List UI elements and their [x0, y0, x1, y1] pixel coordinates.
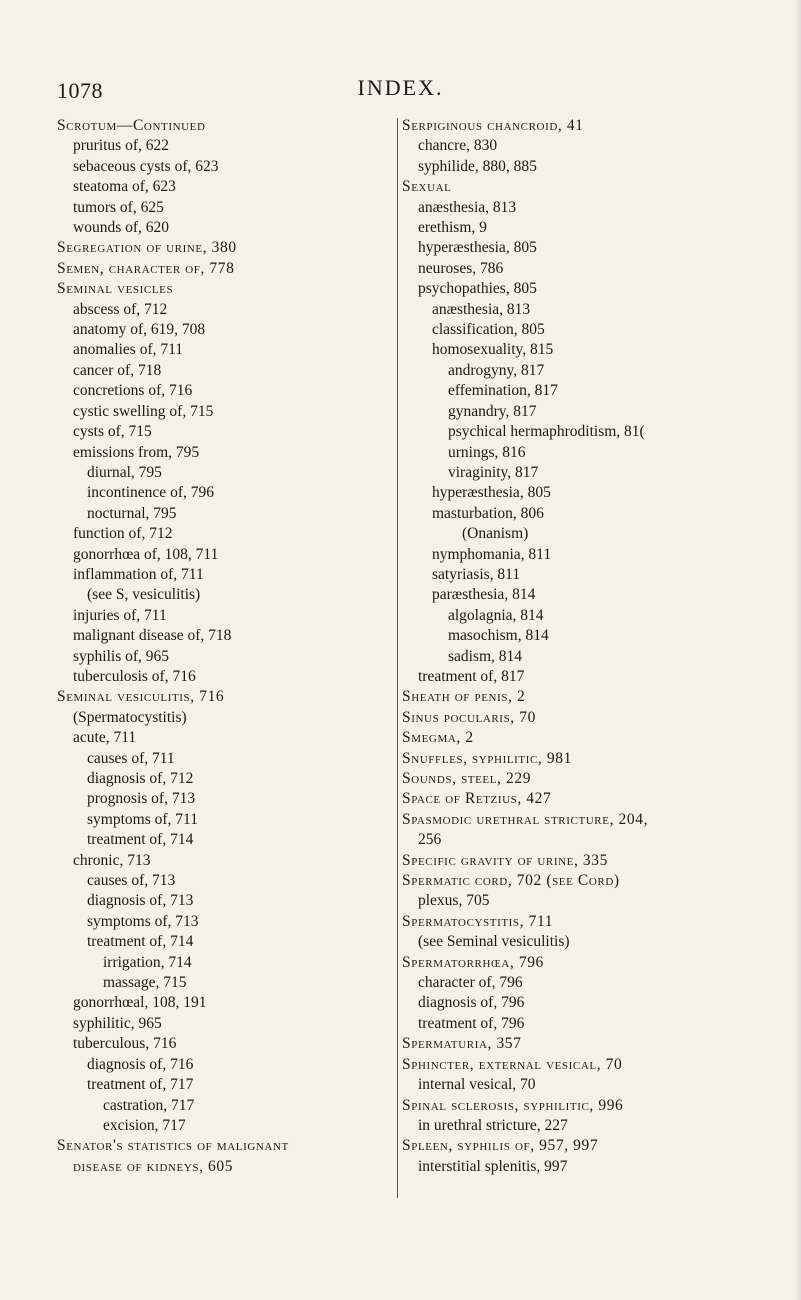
index-entry: symptoms of, 711 [87, 810, 198, 828]
index-entry: hyperæsthesia, 805 [418, 239, 537, 257]
index-entry: Spermatic cord, 702 (see Cord) [402, 872, 620, 890]
index-entry: interstitial splenitis, 997 [418, 1157, 568, 1175]
index-entry: Sphincter, external vesical, 70 [402, 1055, 623, 1073]
index-entry: cysts of, 715 [73, 423, 152, 441]
index-entry: anæsthesia, 813 [432, 300, 531, 318]
index-entry: disease of kidneys, 605 [73, 1157, 234, 1175]
index-entry: prognosis of, 713 [87, 790, 196, 808]
index-entry: irrigation, 714 [103, 953, 192, 971]
index-entry: incontinence of, 796 [87, 484, 214, 502]
index-entry: diagnosis of, 712 [87, 770, 194, 787]
index-entry: emissions from, 795 [73, 443, 200, 461]
index-entry: treatment of, 714 [87, 933, 194, 951]
index-entry: sebaceous cysts of, 623 [73, 157, 219, 175]
index-entry: (Onanism) [462, 525, 529, 543]
index-entry: tuberculous, 716 [73, 1035, 177, 1053]
index-entry: anomalies of, 711 [73, 341, 184, 359]
index-entry: abscess of, 712 [73, 300, 168, 318]
index-entry: Spasmodic urethral stricture, 204, [402, 810, 649, 828]
index-entry: Spermatocystitis, 711 [402, 912, 554, 930]
index-entry: Specific gravity of urine, 335 [402, 851, 608, 869]
index-entry: (see S, vesiculitis) [87, 586, 201, 604]
index-entry: Smegma, 2 [402, 729, 474, 747]
index-entry: gynandry, 817 [448, 402, 537, 420]
index-entry: nocturnal, 795 [87, 504, 177, 522]
index-entry: Sounds, steel, 229 [402, 770, 532, 787]
index-entry: treatment of, 717 [87, 1076, 194, 1094]
index-entry: wounds of, 620 [73, 219, 170, 237]
index-entry: tuberculosis of, 716 [73, 667, 196, 685]
index-entry: Sexual [402, 178, 452, 196]
index-entry: (Spermatocystitis) [73, 708, 187, 726]
index-entry: satyriasis, 811 [432, 565, 521, 583]
index-entry: 256 [418, 831, 442, 849]
index-entry: Spermatorrhœa, 796 [402, 953, 544, 971]
index-entry: massage, 715 [103, 974, 187, 992]
index-entry: treatment of, 796 [418, 1014, 525, 1032]
index-entry: cystic swelling of, 715 [73, 402, 214, 420]
index-entry: Spinal sclerosis, syphilitic, 996 [402, 1096, 624, 1114]
index-entry: anæsthesia, 813 [418, 198, 517, 216]
index-entry: plexus, 705 [418, 892, 490, 910]
index-entry: Serpiginous chancroid, 41 [402, 117, 584, 134]
index-entry: in urethral stricture, 227 [418, 1116, 568, 1134]
index-entry: syphilitic, 965 [73, 1014, 162, 1032]
index-entry: injuries of, 711 [73, 606, 167, 624]
index-entry: pruritus of, 622 [73, 137, 170, 155]
index-entry: gonorrhœa of, 108, 711 [73, 545, 219, 563]
index-entry: psychical hermaphroditism, 81( [448, 423, 645, 441]
index-column-left [57, 116, 397, 1177]
index-column-right [402, 116, 801, 1177]
index-entry: diagnosis of, 716 [87, 1055, 194, 1073]
page-edge-shadow [795, 0, 801, 1300]
index-entry: masochism, 814 [448, 627, 549, 645]
index-entry: chronic, 713 [73, 851, 151, 869]
index-entry: effemination, 817 [448, 382, 558, 400]
index-entry: urnings, 816 [448, 443, 526, 461]
index-entry: castration, 717 [103, 1096, 195, 1114]
index-entry: character of, 796 [418, 974, 523, 992]
index-entry: diurnal, 795 [87, 463, 162, 481]
index-entry: treatment of, 714 [87, 831, 194, 849]
index-entry: excision, 717 [103, 1116, 186, 1134]
index-entry: inflammation of, 711 [73, 565, 204, 583]
index-entry: syphilis of, 965 [73, 647, 170, 665]
index-entry: chancre, 830 [418, 137, 498, 155]
index-entry: cancer of, 718 [73, 361, 162, 379]
index-entry: Senator's statistics of malignant [57, 1137, 289, 1155]
index-entry: Seminal vesiculitis, 716 [57, 688, 225, 706]
index-entry: Semen, character of, 778 [57, 259, 235, 277]
index-entry: (see Seminal vesiculitis) [418, 933, 570, 951]
index-entry: sadism, 814 [448, 647, 523, 665]
index-entry: homosexuality, 815 [432, 341, 554, 359]
index-entry: masturbation, 806 [432, 504, 544, 522]
index-entry: Sinus pocularis, 70 [402, 708, 536, 726]
index-entry: concretions of, 716 [73, 382, 193, 400]
index-entry: internal vesical, 70 [418, 1076, 536, 1094]
index-entry: nymphomania, 811 [432, 545, 552, 563]
index-entry: tumors of, 625 [73, 198, 164, 216]
page-number: 1078 [57, 78, 103, 103]
index-entry: paræsthesia, 814 [432, 586, 536, 604]
index-entry: Spermaturia, 357 [402, 1035, 522, 1053]
running-head: INDEX. [357, 75, 444, 100]
index-entry: symptoms of, 713 [87, 912, 199, 930]
index-entry: hyperæsthesia, 805 [432, 484, 551, 502]
index-entry: psychopathies, 805 [418, 280, 537, 298]
index-entry: Spleen, syphilis of, 957, 997 [402, 1137, 599, 1155]
index-entry: diagnosis of, 796 [418, 994, 525, 1012]
index-entry: viraginity, 817 [448, 463, 539, 481]
index-entry: acute, 711 [73, 729, 137, 747]
index-entry: Segregation of urine, 380 [57, 239, 237, 257]
index-entry: erethism, 9 [418, 219, 487, 237]
index-entry: diagnosis of, 713 [87, 892, 194, 910]
index-entry: algolagnia, 814 [448, 606, 544, 624]
index-entry: androgyny, 817 [448, 361, 545, 379]
index-entry: causes of, 713 [87, 872, 176, 890]
index-entry: Sheath of penis, 2 [402, 688, 526, 706]
index-entry: Snuffles, syphilitic, 981 [402, 749, 572, 767]
index-entry: malignant disease of, 718 [73, 627, 232, 645]
index-entry: Scrotum—Continued [57, 117, 206, 134]
index-entry: treatment of, 817 [418, 667, 525, 685]
index-entry: steatoma of, 623 [73, 178, 176, 196]
index-entry: Seminal vesicles [57, 280, 174, 298]
index-entry: Space of Retzius, 427 [402, 790, 552, 808]
index-entry: syphilide, 880, 885 [418, 157, 537, 175]
index-entry: gonorrhœal, 108, 191 [73, 994, 207, 1012]
index-entry: anatomy of, 619, 708 [73, 321, 206, 339]
column-divider [397, 118, 398, 1198]
index-entry: function of, 712 [73, 525, 173, 543]
index-entry: causes of, 711 [87, 749, 175, 767]
index-entry: neuroses, 786 [418, 259, 504, 277]
index-entry: classification, 805 [432, 321, 545, 339]
